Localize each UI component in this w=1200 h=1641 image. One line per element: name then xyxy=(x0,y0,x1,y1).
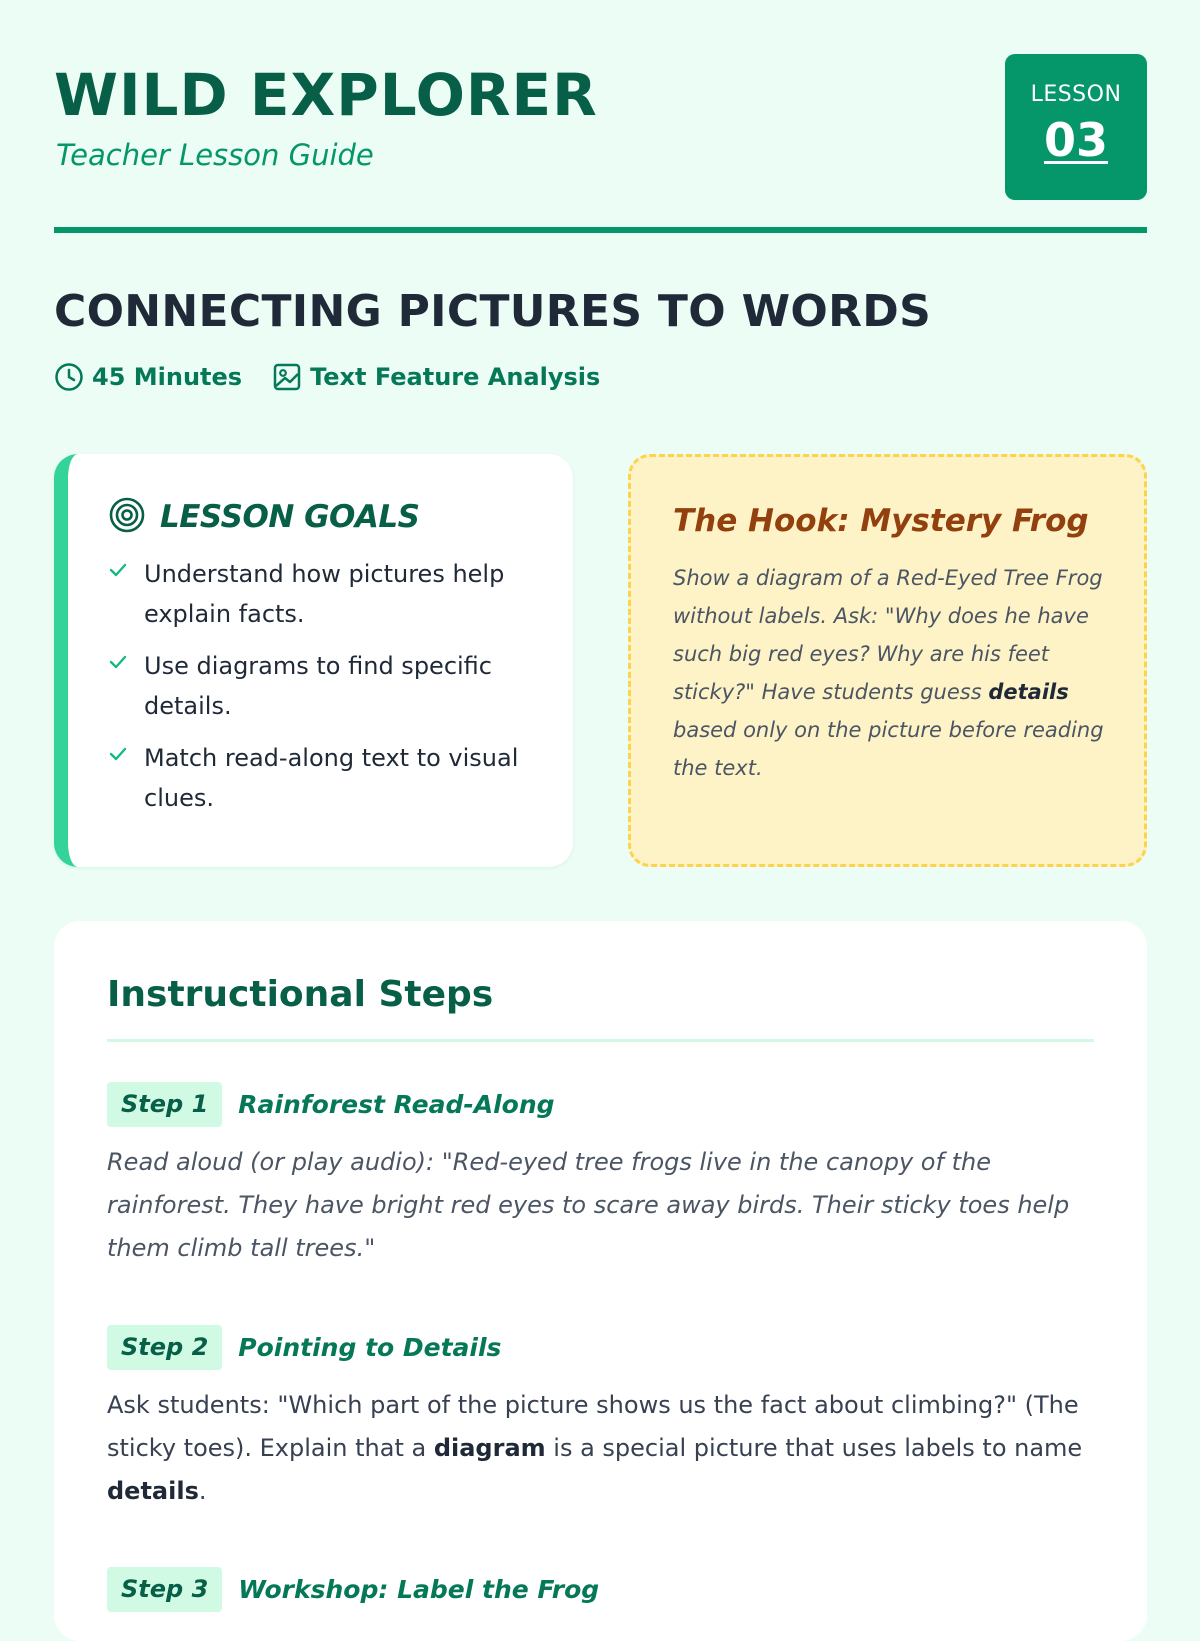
lesson-badge-label: LESSON xyxy=(1030,82,1122,107)
hook-title: The Hook: Mystery Frog xyxy=(673,503,1089,539)
step-1 xyxy=(107,1082,1094,1270)
goal-item xyxy=(108,646,548,726)
step-body-bold: diagram xyxy=(433,1433,546,1462)
image-icon xyxy=(272,362,302,392)
lesson-badge-number: 03 xyxy=(1043,113,1108,167)
step-name: Pointing to Details xyxy=(238,1332,502,1362)
hook-text-part: Show a diagram of a Red-Eyed Tree Frog without labels. Ask: "Why does he have such big red eyes? Why are his feet sticky?" Have students guess xyxy=(673,566,1103,704)
brand-title: WILD EXPLORER xyxy=(54,61,598,129)
step-2 xyxy=(107,1325,1094,1513)
header xyxy=(54,0,1147,234)
step-body-bold: details xyxy=(107,1476,199,1505)
lesson-guide-page xyxy=(54,0,1147,1604)
header-divider xyxy=(54,227,1147,233)
step-body xyxy=(107,1384,1094,1513)
goal-text: Understand how pictures help explain facts. xyxy=(144,560,505,628)
goal-item xyxy=(108,738,548,818)
meta-topic-label: Text Feature Analysis xyxy=(310,363,601,391)
hook-card xyxy=(628,454,1147,867)
lesson-meta xyxy=(54,362,600,392)
step-chip: Step 2 xyxy=(107,1325,222,1370)
step-body: Read aloud (or play audio): "Red-eyed tree frogs live in the canopy of the rainforest. They have bright red eyes to scare away birds. Their sticky toes help them climb tall trees." xyxy=(107,1147,1070,1262)
hook-text-part: based only on the picture before reading the text. xyxy=(673,718,1104,780)
lesson-goals-card xyxy=(54,454,573,867)
lesson-title: CONNECTING PICTURES TO WORDS xyxy=(54,286,932,337)
steps-title: Instructional Steps xyxy=(107,974,494,1015)
meta-topic xyxy=(272,362,600,392)
step-body-part: Ask students: "Which part of the picture shows us the fact about climbing?" (The sticky toes). Explain that a xyxy=(107,1390,1079,1462)
check-icon xyxy=(108,646,130,726)
step-body-part: . xyxy=(198,1476,207,1505)
step-name: Workshop: Label the Frog xyxy=(238,1574,600,1604)
target-icon xyxy=(108,496,146,538)
meta-duration xyxy=(54,362,242,392)
clock-icon xyxy=(54,362,84,392)
step-3 xyxy=(107,1567,1094,1612)
step-header xyxy=(107,1567,1094,1612)
instructional-steps-panel xyxy=(54,921,1147,1641)
step-header xyxy=(107,1082,1094,1127)
step-header xyxy=(107,1325,1094,1370)
check-icon xyxy=(108,738,130,818)
lesson-badge xyxy=(1005,54,1147,200)
brand-subtitle: Teacher Lesson Guide xyxy=(56,138,374,172)
goal-text: Use diagrams to find specific details. xyxy=(144,652,492,720)
step-chip: Step 3 xyxy=(107,1567,222,1612)
step-body-part: is a special picture that uses labels to name xyxy=(545,1433,1083,1462)
step-name: Rainforest Read-Along xyxy=(238,1089,555,1119)
goal-text: Match read-along text to visual clues. xyxy=(144,744,519,812)
lesson-goals-title: LESSON GOALS xyxy=(160,499,420,535)
goal-item xyxy=(108,554,548,634)
step-chip: Step 1 xyxy=(107,1082,222,1127)
meta-duration-label: 45 Minutes xyxy=(92,363,243,391)
steps-divider xyxy=(107,1039,1094,1042)
hook-text xyxy=(673,559,1113,787)
check-icon xyxy=(108,554,130,634)
lesson-goals-header xyxy=(108,496,419,538)
hook-text-bold: details xyxy=(988,680,1069,704)
lesson-goals-list xyxy=(108,554,548,830)
